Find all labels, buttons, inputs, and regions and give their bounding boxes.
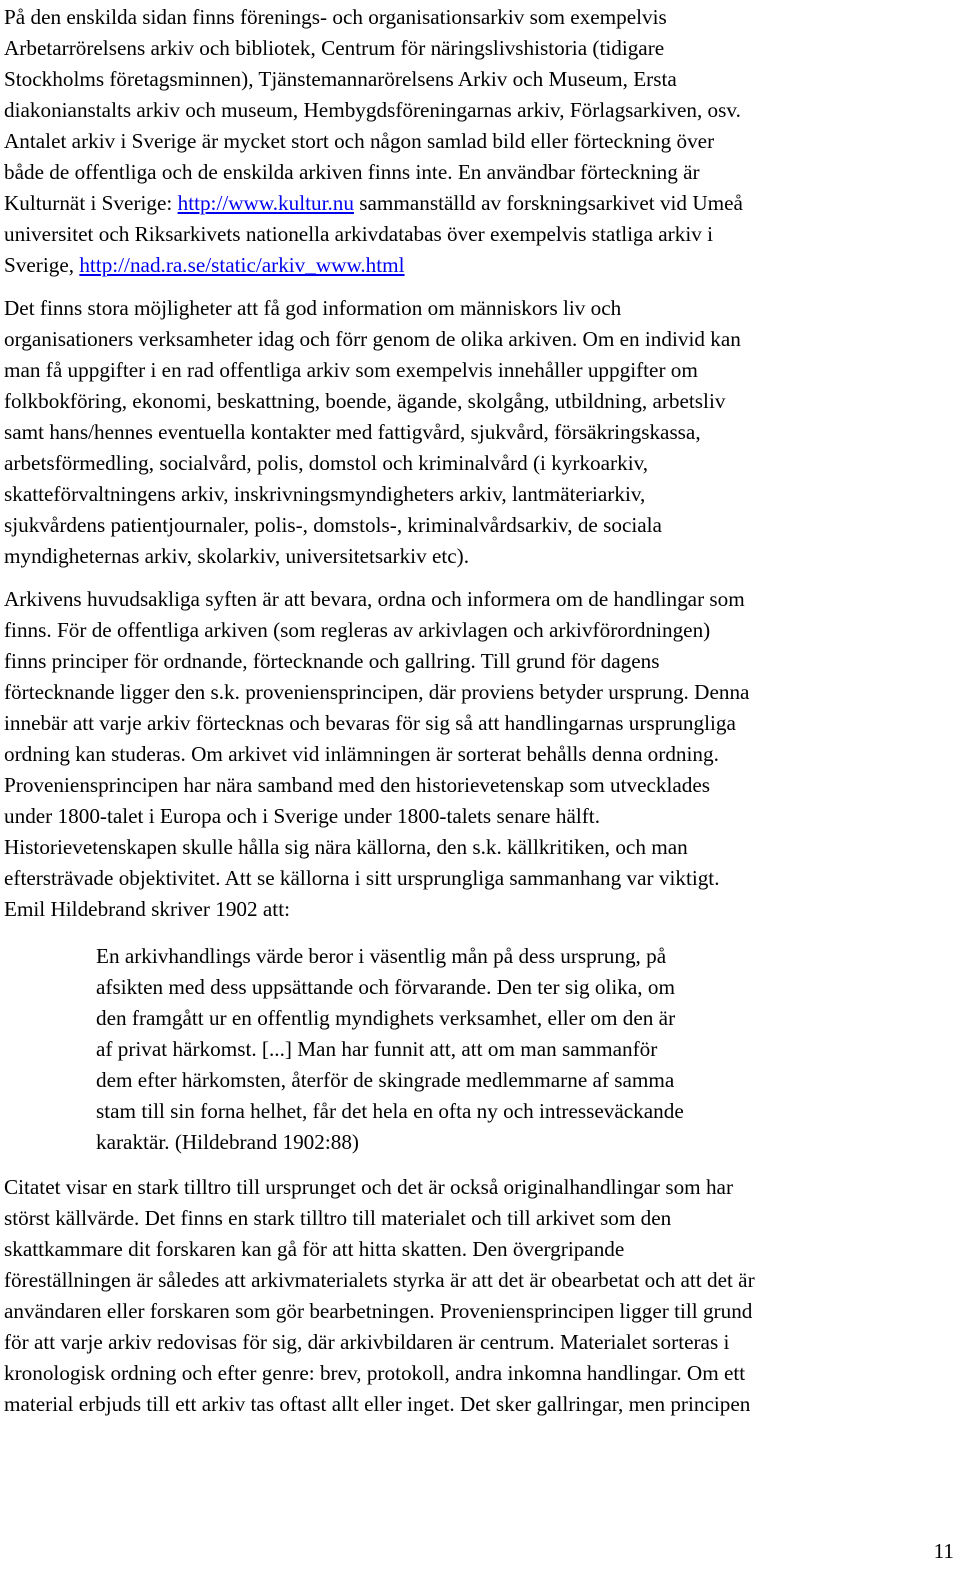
text-segment: sammanställd av forskningsarkivet vid Umeå	[353, 191, 743, 215]
page-number: 11	[933, 1539, 954, 1563]
text-line: under 1800-talet i Europa och i Sverige under 1800-talets senare hälft.	[4, 804, 600, 828]
text-line: skatteförvaltningens arkiv, inskrivningsmyndigheters arkiv, lantmäteriarkiv,	[4, 482, 646, 506]
kultur-nu-link[interactable]: http://www.kultur.nu	[177, 191, 354, 215]
text-line: innebär att varje arkiv förtecknas och bevaras för sig så att handlingarnas ursprungliga	[4, 711, 736, 735]
text-line: störst källvärde. Det finns en stark tilltro till materialet och till arkivet som den	[4, 1206, 672, 1230]
text-line: Arbetarrörelsens arkiv och bibliotek, Centrum för näringslivshistoria (tidigare	[4, 36, 665, 60]
paragraph-archives-private	[4, 2, 952, 281]
text-line: folkbokföring, ekonomi, beskattning, boende, ägande, skolgång, utbildning, arbetsliv	[4, 389, 726, 413]
nad-arkiv-link[interactable]: http://nad.ra.se/static/arkiv_www.html	[79, 253, 405, 277]
quote-line: afsikten med dess uppsättande och förvarande. Den ter sig olika, om	[96, 975, 675, 999]
text-line: organisationers verksamheter idag och förr genom de olika arkiven. Om en individ kan	[4, 327, 741, 351]
text-line: På den enskilda sidan finns förenings- och organisationsarkiv som exempelvis	[4, 5, 667, 29]
text-line: arbetsförmedling, socialvård, polis, domstol och kriminalvård (i kyrkoarkiv,	[4, 451, 649, 475]
text-line	[4, 188, 952, 219]
text-line: Arkivens huvudsakliga syften är att bevara, ordna och informera om de handlingar som	[4, 587, 745, 611]
text-segment: Kulturnät i Sverige:	[4, 191, 178, 215]
text-line: Antalet arkiv i Sverige är mycket stort och någon samlad bild eller förteckning över	[4, 129, 715, 153]
text-line: samt hans/hennes eventuella kontakter med fattigvård, sjukvård, försäkringskassa,	[4, 420, 701, 444]
text-line: finns. För de offentliga arkiven (som regleras av arkivlagen och arkivförordningen)	[4, 618, 711, 642]
text-line: kronologisk ordning och efter genre: brev, protokoll, andra inkomna handlingar. Om ett	[4, 1361, 746, 1385]
text-line: universitet och Riksarkivets nationella arkivdatabas över exempelvis statliga arkiv i	[4, 222, 713, 246]
text-line: både de offentliga och de enskilda arkiven finns inte. En användbar förteckning är	[4, 160, 700, 184]
text-line: användaren eller forskaren som gör bearbetningen. Proveniensprincipen ligger till grund	[4, 1299, 753, 1323]
text-line: ordning kan studeras. Om arkivet vid inlämningen är sorterat behålls denna ordning.	[4, 742, 719, 766]
quote-line: den framgått ur en offentlig myndighets verksamhet, eller om den är	[96, 1006, 676, 1030]
text-line: för att varje arkiv redovisas för sig, där arkivbildaren är centrum. Materialet sorteras i	[4, 1330, 730, 1354]
quote-line: dem efter härkomsten, återför de skingrade medlemmarne af samma	[96, 1068, 675, 1092]
text-line: myndigheternas arkiv, skolarkiv, universitetsarkiv etc).	[4, 544, 470, 568]
text-line: Proveniensprincipen har nära samband med den historievetenskap som utvecklades	[4, 773, 711, 797]
text-line: finns principer för ordnande, förtecknande och gallring. Till grund för dagens	[4, 649, 660, 673]
text-line	[4, 250, 952, 281]
text-line: Emil Hildebrand skriver 1902 att:	[4, 897, 290, 921]
text-line: Citatet visar en stark tilltro till ursprunget och det är också originalhandlingar som har	[4, 1175, 734, 1199]
text-line: sjukvårdens patientjournaler, polis-, domstols-, kriminalvårdsarkiv, de sociala	[4, 513, 662, 537]
text-line: material erbjuds till ett arkiv tas oftast allt eller inget. Det sker gallringar, men principen	[4, 1392, 751, 1416]
document-page	[4, 2, 952, 1432]
text-line: förtecknande ligger den s.k. proveniensprincipen, där proviens betyder ursprung. Denna	[4, 680, 750, 704]
text-line: Historievetenskapen skulle hålla sig nära källorna, den s.k. källkritiken, och man	[4, 835, 688, 859]
text-line: Stockholms företagsminnen), Tjänstemannarörelsens Arkiv och Museum, Ersta	[4, 67, 677, 91]
text-line: diakonianstalts arkiv och museum, Hembygdsföreningarnas arkiv, Förlagsarkiven, osv.	[4, 98, 741, 122]
quote-line: af privat härkomst. [...] Man har funnit att, att om man sammanför	[96, 1037, 658, 1061]
text-line: skattkammare dit forskaren kan gå för att hitta skatten. Den övergripande	[4, 1237, 625, 1261]
quote-line: En arkivhandlings värde beror i väsentlig mån på dess ursprung, på	[96, 944, 667, 968]
text-segment: Sverige,	[4, 253, 80, 277]
paragraph-archive-purpose	[4, 584, 952, 925]
quote-line: karaktär. (Hildebrand 1902:88)	[96, 1130, 359, 1154]
text-line: man få uppgifter i en rad offentliga arkiv som exempelvis innehåller uppgifter om	[4, 358, 698, 382]
paragraph-information-possibilities	[4, 293, 952, 572]
paragraph-quote-analysis	[4, 1172, 952, 1420]
text-line: föreställningen är således att arkivmaterialets styrka är att det är obearbetat och att det är	[4, 1268, 755, 1292]
hildebrand-quote	[96, 941, 952, 1158]
text-line: eftersträvade objektivitet. Att se källorna i sitt ursprungliga sammanhang var viktigt.	[4, 866, 720, 890]
text-line: Det finns stora möjligheter att få god information om människors liv och	[4, 296, 622, 320]
quote-line: stam till sin forna helhet, får det hela en ofta ny och intresseväckande	[96, 1099, 684, 1123]
